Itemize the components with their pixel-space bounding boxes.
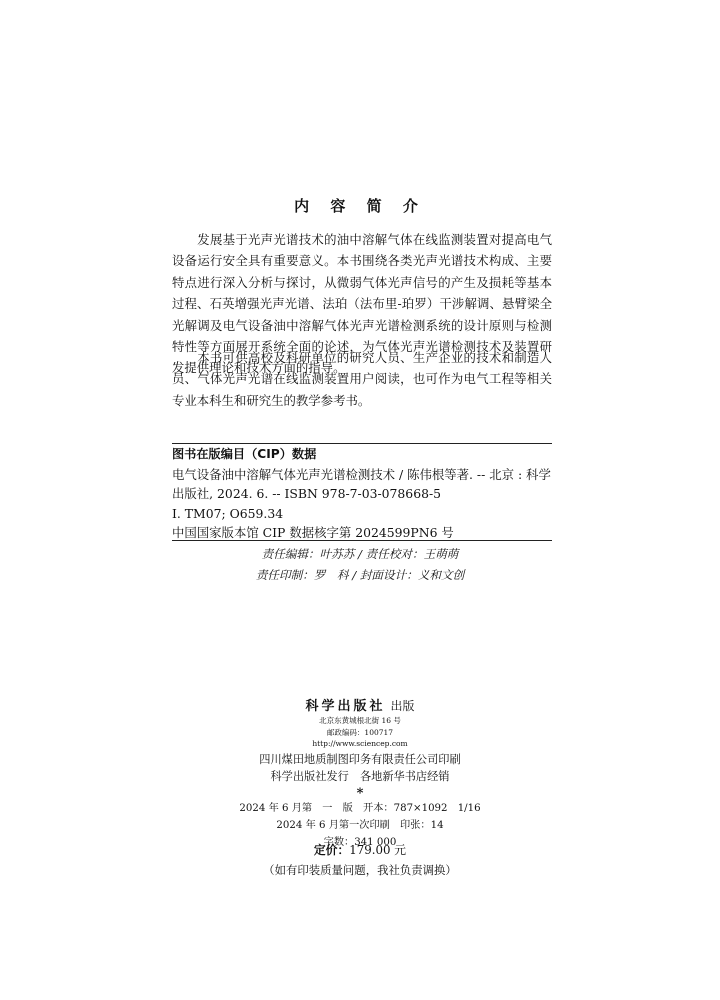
publisher-website: http://www.sciencep.com [312, 739, 408, 748]
summary-paragraph-2-text: 本书可供高校及科研单位的研究人员、生产企业的技术和制造人员、气体光声光谱在线监测装置用户阅读，也可作为电气工程等相关专业本科生和研究生的教学参考书。 [172, 350, 552, 408]
price-label: 定价： [313, 843, 350, 857]
publisher-contact [0, 715, 720, 750]
price-value: 179.00 元 [349, 843, 407, 857]
cip-block [172, 445, 552, 543]
distribution-line: 科学出版社发行 各地新华书店经销 [270, 770, 450, 783]
publisher-suffix: 出版 [390, 699, 415, 713]
staff-line-1: 责任编辑：叶苏苏 / 责任校对：王萌萌 [261, 547, 459, 561]
publisher-postcode: 邮政编码：100717 [326, 727, 394, 737]
price-line [0, 842, 720, 859]
summary-paragraph-2 [172, 347, 552, 411]
printer-line: 四川煤田地质制图印务有限责任公司印刷 [259, 753, 461, 766]
printing-info [0, 751, 720, 785]
staff-line-2: 责任印制：罗 科 / 封面设计：义和文创 [255, 567, 465, 582]
cip-line-1: 电气设备油中溶解气体光声光谱检测技术 / 陈伟根等著. -- 北京 : 科学 [172, 466, 551, 482]
staff-credits [0, 544, 720, 585]
cip-line-4: 中国国家版本馆 CIP 数据核字第 2024599PN6 号 [172, 525, 454, 540]
cip-bottom-divider [172, 540, 552, 541]
cip-top-divider [172, 443, 552, 444]
edition-line-3: 字数：341 000 [323, 837, 397, 848]
publisher-line [0, 695, 720, 714]
separator-star: * [356, 786, 364, 801]
cip-line-3: Ⅰ. TM07; O659.34 [172, 505, 284, 521]
publisher-name: 科学出版社 [305, 699, 386, 714]
publisher-address: 北京东黄城根北街 16 号 [319, 716, 401, 725]
edition-line-1: 2024 年 6 月第 一 版 开本：787×1092 1/16 [239, 803, 481, 814]
summary-paragraph-1-text: 发展基于光声光谱技术的油中溶解气体在线监测装置对提高电气设备运行安全具有重要意义。本书围绕各类光声光谱技术构成、主要特点进行深入分析与探讨，从微弱气体光声信号的产生及损耗等基本过程、石英增强光声光谱、法珀（法布里-珀罗）干涉解调、悬臂梁全光解调及电气设备油中溶解气体光声光谱检测系统的设计原则与检测特性等方面展开系统全面的论述，为气体光声光谱检测技术及装置研发提供理论和技术方面的指导。 [172, 232, 552, 376]
page-title: 内 容 简 介 [294, 197, 426, 215]
quality-note: （如有印装质量问题，我社负责调换） [263, 863, 457, 877]
edition-line-2: 2024 年 6 月第一次印刷 印张：14 [276, 820, 444, 831]
cip-heading: 图书在版编目（CIP）数据 [172, 447, 317, 461]
cip-line-2: 出版社, 2024. 6. -- ISBN 978-7-03-078668-5 [172, 486, 442, 501]
